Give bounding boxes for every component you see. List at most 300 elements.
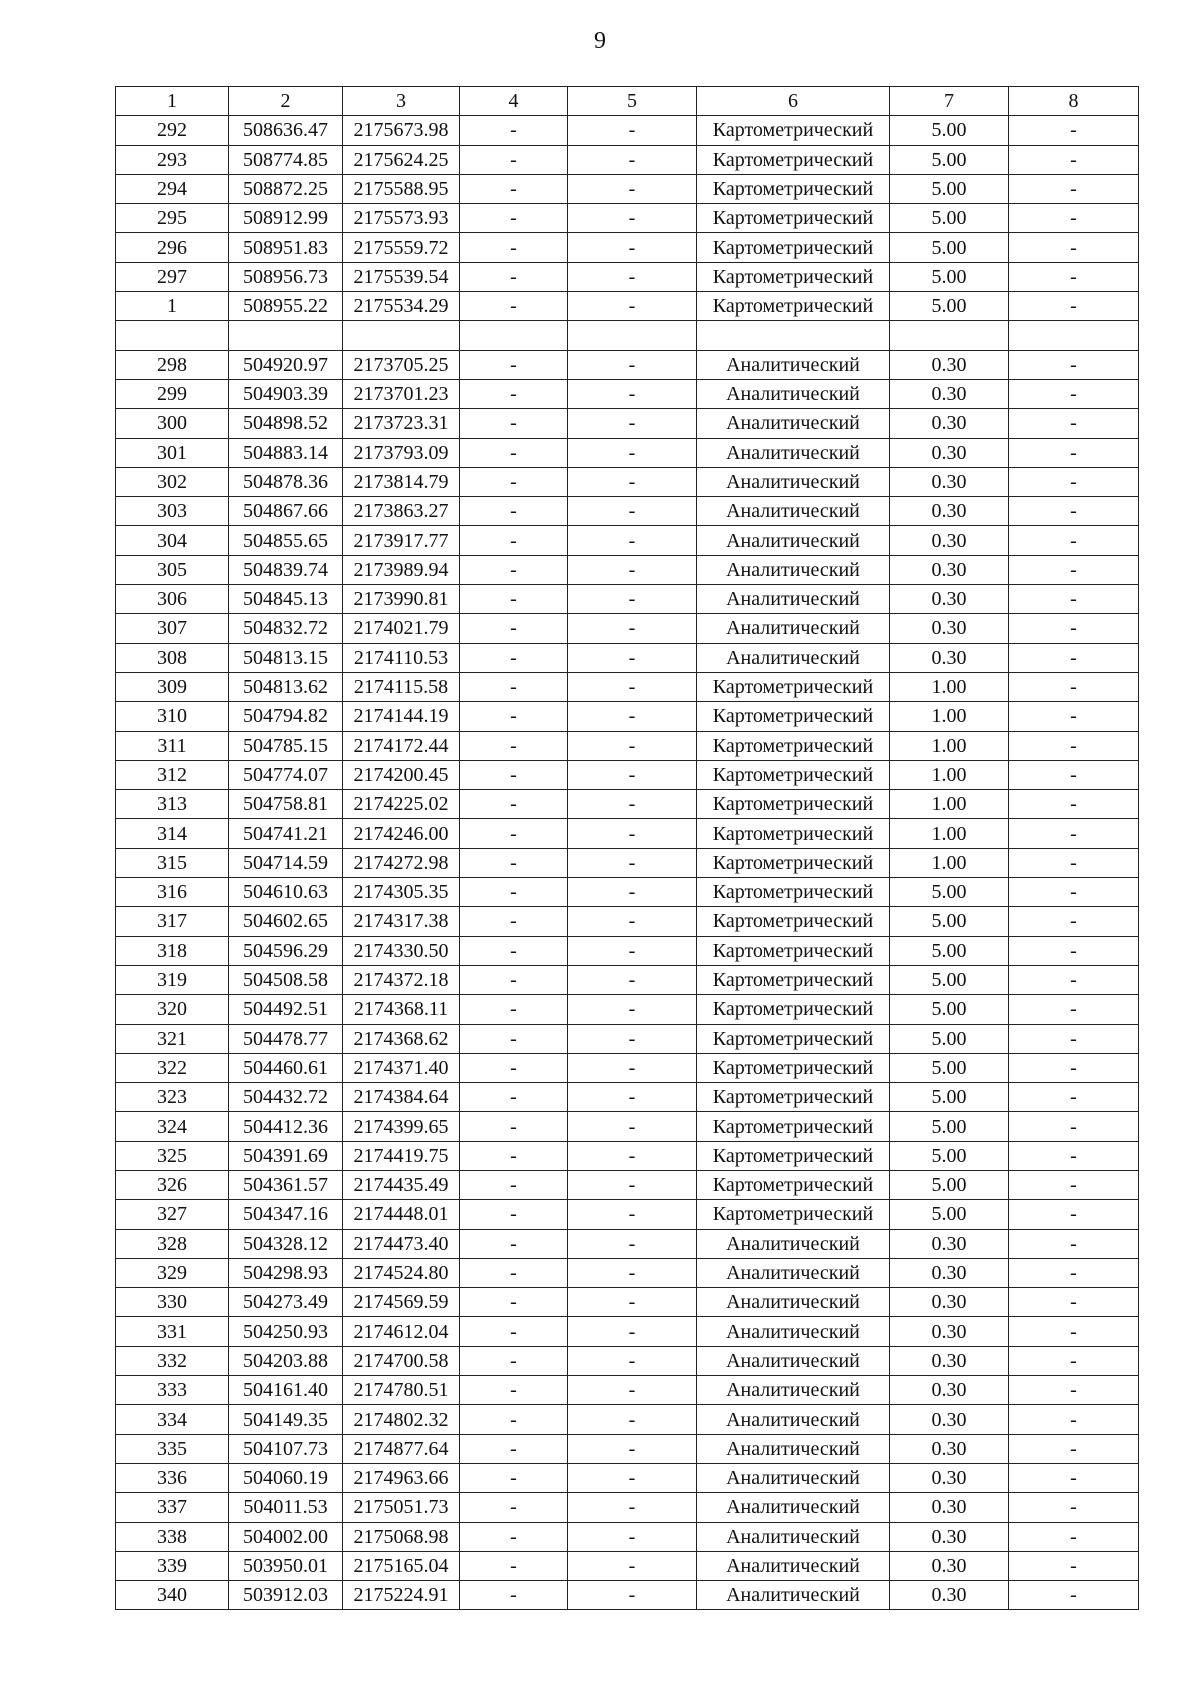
point-number-cell: 337 — [116, 1493, 229, 1522]
column-4-cell: - — [460, 350, 568, 379]
column-5-cell: - — [568, 1288, 697, 1317]
column-4-cell: - — [460, 1053, 568, 1082]
y-coordinate-cell: 2175224.91 — [343, 1581, 460, 1610]
method-cell: Картометрический — [697, 1112, 890, 1141]
column-5-cell: - — [568, 1112, 697, 1141]
table-row — [116, 321, 1139, 350]
x-coordinate-cell: 504361.57 — [229, 1170, 343, 1199]
accuracy-cell: 1.00 — [890, 672, 1009, 701]
header-cell-5: 5 — [568, 87, 697, 116]
point-number-cell: 297 — [116, 262, 229, 291]
y-coordinate-cell: 2174144.19 — [343, 702, 460, 731]
x-coordinate-cell: 504839.74 — [229, 555, 343, 584]
column-8-cell: - — [1009, 760, 1139, 789]
accuracy-cell: 0.30 — [890, 467, 1009, 496]
table-row — [116, 1405, 1139, 1434]
method-cell: Картометрический — [697, 760, 890, 789]
x-coordinate-cell: 504596.29 — [229, 936, 343, 965]
method-cell: Картометрический — [697, 848, 890, 877]
table-row — [116, 350, 1139, 379]
column-8-cell: - — [1009, 1551, 1139, 1580]
x-coordinate-cell: 504813.62 — [229, 672, 343, 701]
x-coordinate-cell: 504714.59 — [229, 848, 343, 877]
accuracy-cell: 1.00 — [890, 848, 1009, 877]
table-row — [116, 1053, 1139, 1082]
column-8-cell: - — [1009, 848, 1139, 877]
column-5-cell: - — [568, 643, 697, 672]
y-coordinate-cell: 2174225.02 — [343, 790, 460, 819]
point-number-cell: 328 — [116, 1229, 229, 1258]
column-8-cell: - — [1009, 995, 1139, 1024]
table-row — [116, 614, 1139, 643]
point-number-cell: 307 — [116, 614, 229, 643]
column-5-cell: - — [568, 1551, 697, 1580]
accuracy-cell: 5.00 — [890, 995, 1009, 1024]
method-cell: Аналитический — [697, 409, 890, 438]
column-4-cell: - — [460, 233, 568, 262]
column-4-cell: - — [460, 1405, 568, 1434]
y-coordinate-cell: 2174200.45 — [343, 760, 460, 789]
accuracy-cell: 0.30 — [890, 585, 1009, 614]
column-4-cell: - — [460, 526, 568, 555]
column-4-cell: - — [460, 965, 568, 994]
point-number-cell: 308 — [116, 643, 229, 672]
point-number-cell: 315 — [116, 848, 229, 877]
column-8-cell: - — [1009, 1376, 1139, 1405]
column-5-cell: - — [568, 995, 697, 1024]
method-cell: Картометрический — [697, 1170, 890, 1199]
column-5-cell: - — [568, 555, 697, 584]
column-4-cell: - — [460, 497, 568, 526]
table-row — [116, 1229, 1139, 1258]
accuracy-cell: 0.30 — [890, 379, 1009, 408]
column-4-cell: - — [460, 1258, 568, 1287]
y-coordinate-cell: 2175165.04 — [343, 1551, 460, 1580]
column-8-cell: - — [1009, 614, 1139, 643]
x-coordinate-cell: 503912.03 — [229, 1581, 343, 1610]
column-5-cell: - — [568, 848, 697, 877]
method-cell: Аналитический — [697, 1522, 890, 1551]
x-coordinate-cell: 504867.66 — [229, 497, 343, 526]
method-cell: Аналитический — [697, 467, 890, 496]
point-number-cell: 326 — [116, 1170, 229, 1199]
method-cell: Картометрический — [697, 1083, 890, 1112]
column-8-cell: - — [1009, 1493, 1139, 1522]
point-number-cell: 324 — [116, 1112, 229, 1141]
column-4-cell: - — [460, 702, 568, 731]
column-5-cell: - — [568, 1053, 697, 1082]
column-5-cell: - — [568, 262, 697, 291]
y-coordinate-cell: 2174305.35 — [343, 878, 460, 907]
x-coordinate-cell: 504898.52 — [229, 409, 343, 438]
y-coordinate-cell: 2174963.66 — [343, 1463, 460, 1492]
table-row — [116, 1317, 1139, 1346]
x-coordinate-cell: 504832.72 — [229, 614, 343, 643]
column-4-cell: - — [460, 819, 568, 848]
y-coordinate-cell: 2174272.98 — [343, 848, 460, 877]
column-5-cell: - — [568, 379, 697, 408]
column-5-cell: - — [568, 731, 697, 760]
column-5-cell: - — [568, 409, 697, 438]
method-cell: Картометрический — [697, 1200, 890, 1229]
point-number-cell — [116, 321, 229, 350]
column-5-cell: - — [568, 1346, 697, 1375]
method-cell: Картометрический — [697, 204, 890, 233]
column-8-cell: - — [1009, 643, 1139, 672]
y-coordinate-cell: 2173990.81 — [343, 585, 460, 614]
x-coordinate-cell: 504794.82 — [229, 702, 343, 731]
accuracy-cell: 5.00 — [890, 1053, 1009, 1082]
accuracy-cell: 1.00 — [890, 731, 1009, 760]
y-coordinate-cell: 2174473.40 — [343, 1229, 460, 1258]
column-4-cell: - — [460, 409, 568, 438]
accuracy-cell: 5.00 — [890, 233, 1009, 262]
y-coordinate-cell: 2174368.62 — [343, 1024, 460, 1053]
column-4-cell: - — [460, 643, 568, 672]
method-cell: Картометрический — [697, 995, 890, 1024]
table-row — [116, 702, 1139, 731]
y-coordinate-cell: 2174110.53 — [343, 643, 460, 672]
accuracy-cell: 5.00 — [890, 292, 1009, 321]
accuracy-cell: 5.00 — [890, 116, 1009, 145]
column-8-cell: - — [1009, 145, 1139, 174]
accuracy-cell: 5.00 — [890, 936, 1009, 965]
column-8-cell: - — [1009, 1288, 1139, 1317]
column-5-cell: - — [568, 1258, 697, 1287]
column-5-cell: - — [568, 585, 697, 614]
x-coordinate-cell: 504508.58 — [229, 965, 343, 994]
table-row — [116, 790, 1139, 819]
accuracy-cell: 1.00 — [890, 702, 1009, 731]
accuracy-cell: 0.30 — [890, 409, 1009, 438]
method-cell: Аналитический — [697, 643, 890, 672]
x-coordinate-cell: 504878.36 — [229, 467, 343, 496]
accuracy-cell: 0.30 — [890, 1376, 1009, 1405]
header-cell-7: 7 — [890, 87, 1009, 116]
column-4-cell: - — [460, 936, 568, 965]
y-coordinate-cell: 2175534.29 — [343, 292, 460, 321]
column-5-cell: - — [568, 467, 697, 496]
table-row — [116, 878, 1139, 907]
point-number-cell: 311 — [116, 731, 229, 760]
accuracy-cell — [890, 321, 1009, 350]
method-cell: Картометрический — [697, 1141, 890, 1170]
y-coordinate-cell: 2173793.09 — [343, 438, 460, 467]
method-cell: Аналитический — [697, 1288, 890, 1317]
column-4-cell: - — [460, 438, 568, 467]
column-4-cell — [460, 321, 568, 350]
column-5-cell: - — [568, 174, 697, 203]
x-coordinate-cell: 504060.19 — [229, 1463, 343, 1492]
y-coordinate-cell: 2175068.98 — [343, 1522, 460, 1551]
x-coordinate-cell: 504298.93 — [229, 1258, 343, 1287]
table-row — [116, 1581, 1139, 1610]
y-coordinate-cell: 2174419.75 — [343, 1141, 460, 1170]
column-8-cell: - — [1009, 702, 1139, 731]
table-row — [116, 1258, 1139, 1287]
y-coordinate-cell: 2174021.79 — [343, 614, 460, 643]
y-coordinate-cell: 2173917.77 — [343, 526, 460, 555]
column-4-cell: - — [460, 1317, 568, 1346]
column-4-cell: - — [460, 1170, 568, 1199]
accuracy-cell: 5.00 — [890, 262, 1009, 291]
accuracy-cell: 5.00 — [890, 965, 1009, 994]
accuracy-cell: 5.00 — [890, 204, 1009, 233]
table-row — [116, 174, 1139, 203]
table-row — [116, 1551, 1139, 1580]
column-4-cell: - — [460, 1434, 568, 1463]
column-8-cell: - — [1009, 467, 1139, 496]
y-coordinate-cell: 2174115.58 — [343, 672, 460, 701]
method-cell: Картометрический — [697, 233, 890, 262]
column-5-cell: - — [568, 1493, 697, 1522]
column-8-cell: - — [1009, 1229, 1139, 1258]
point-number-cell: 314 — [116, 819, 229, 848]
table-row — [116, 1141, 1139, 1170]
column-5-cell: - — [568, 1170, 697, 1199]
column-5-cell: - — [568, 1581, 697, 1610]
method-cell: Аналитический — [697, 1229, 890, 1258]
accuracy-cell: 0.30 — [890, 1405, 1009, 1434]
header-cell-8: 8 — [1009, 87, 1139, 116]
table-row — [116, 1170, 1139, 1199]
point-number-cell: 335 — [116, 1434, 229, 1463]
point-number-cell: 331 — [116, 1317, 229, 1346]
x-coordinate-cell: 504432.72 — [229, 1083, 343, 1112]
column-5-cell: - — [568, 907, 697, 936]
column-8-cell: - — [1009, 1405, 1139, 1434]
x-coordinate-cell — [229, 321, 343, 350]
column-8-cell: - — [1009, 1522, 1139, 1551]
method-cell: Аналитический — [697, 1258, 890, 1287]
method-cell: Картометрический — [697, 878, 890, 907]
method-cell: Картометрический — [697, 790, 890, 819]
y-coordinate-cell: 2174569.59 — [343, 1288, 460, 1317]
accuracy-cell: 5.00 — [890, 1170, 1009, 1199]
table-row — [116, 1200, 1139, 1229]
y-coordinate-cell: 2173863.27 — [343, 497, 460, 526]
x-coordinate-cell: 504758.81 — [229, 790, 343, 819]
column-8-cell: - — [1009, 1200, 1139, 1229]
accuracy-cell: 5.00 — [890, 174, 1009, 203]
column-4-cell: - — [460, 1141, 568, 1170]
y-coordinate-cell: 2174448.01 — [343, 1200, 460, 1229]
column-5-cell: - — [568, 1083, 697, 1112]
method-cell: Картометрический — [697, 819, 890, 848]
table-row — [116, 1112, 1139, 1141]
table-body — [116, 116, 1139, 1610]
point-number-cell: 332 — [116, 1346, 229, 1375]
accuracy-cell: 0.30 — [890, 1317, 1009, 1346]
table-row — [116, 1346, 1139, 1375]
coordinates-table — [115, 86, 1139, 1610]
method-cell: Аналитический — [697, 1317, 890, 1346]
x-coordinate-cell: 504328.12 — [229, 1229, 343, 1258]
x-coordinate-cell: 504149.35 — [229, 1405, 343, 1434]
accuracy-cell: 1.00 — [890, 790, 1009, 819]
x-coordinate-cell: 508955.22 — [229, 292, 343, 321]
y-coordinate-cell: 2175051.73 — [343, 1493, 460, 1522]
table-row — [116, 585, 1139, 614]
x-coordinate-cell: 504602.65 — [229, 907, 343, 936]
y-coordinate-cell: 2175624.25 — [343, 145, 460, 174]
header-cell-3: 3 — [343, 87, 460, 116]
column-8-cell: - — [1009, 497, 1139, 526]
point-number-cell: 310 — [116, 702, 229, 731]
point-number-cell: 336 — [116, 1463, 229, 1492]
y-coordinate-cell — [343, 321, 460, 350]
y-coordinate-cell: 2174317.38 — [343, 907, 460, 936]
point-number-cell: 302 — [116, 467, 229, 496]
table-header — [116, 87, 1139, 116]
y-coordinate-cell: 2174372.18 — [343, 965, 460, 994]
table-row — [116, 1434, 1139, 1463]
header-cell-2: 2 — [229, 87, 343, 116]
point-number-cell: 313 — [116, 790, 229, 819]
method-cell: Аналитический — [697, 1581, 890, 1610]
column-8-cell: - — [1009, 1024, 1139, 1053]
column-4-cell: - — [460, 1551, 568, 1580]
method-cell: Аналитический — [697, 1463, 890, 1492]
table-row — [116, 936, 1139, 965]
column-4-cell: - — [460, 145, 568, 174]
column-5-cell — [568, 321, 697, 350]
point-number-cell: 303 — [116, 497, 229, 526]
table-row — [116, 438, 1139, 467]
column-8-cell: - — [1009, 585, 1139, 614]
table-row — [116, 145, 1139, 174]
column-5-cell: - — [568, 350, 697, 379]
column-5-cell: - — [568, 438, 697, 467]
method-cell: Картометрический — [697, 145, 890, 174]
table-row — [116, 467, 1139, 496]
x-coordinate-cell: 504412.36 — [229, 1112, 343, 1141]
x-coordinate-cell: 504478.77 — [229, 1024, 343, 1053]
header-cell-4: 4 — [460, 87, 568, 116]
column-8-cell: - — [1009, 409, 1139, 438]
column-5-cell: - — [568, 1141, 697, 1170]
accuracy-cell: 0.30 — [890, 614, 1009, 643]
column-8-cell: - — [1009, 672, 1139, 701]
x-coordinate-cell: 504492.51 — [229, 995, 343, 1024]
column-8-cell: - — [1009, 1053, 1139, 1082]
point-number-cell: 319 — [116, 965, 229, 994]
table-row — [116, 1288, 1139, 1317]
accuracy-cell: 5.00 — [890, 907, 1009, 936]
x-coordinate-cell: 504845.13 — [229, 585, 343, 614]
accuracy-cell: 0.30 — [890, 1434, 1009, 1463]
column-4-cell: - — [460, 760, 568, 789]
table-row — [116, 965, 1139, 994]
column-5-cell: - — [568, 1200, 697, 1229]
x-coordinate-cell: 504011.53 — [229, 1493, 343, 1522]
column-8-cell: - — [1009, 936, 1139, 965]
column-5-cell: - — [568, 526, 697, 555]
x-coordinate-cell: 508951.83 — [229, 233, 343, 262]
x-coordinate-cell: 508774.85 — [229, 145, 343, 174]
y-coordinate-cell: 2175559.72 — [343, 233, 460, 262]
point-number-cell: 298 — [116, 350, 229, 379]
method-cell: Картометрический — [697, 174, 890, 203]
column-8-cell: - — [1009, 204, 1139, 233]
table-row — [116, 672, 1139, 701]
x-coordinate-cell: 504855.65 — [229, 526, 343, 555]
table-row — [116, 643, 1139, 672]
table-row — [116, 848, 1139, 877]
column-5-cell: - — [568, 1405, 697, 1434]
x-coordinate-cell: 504107.73 — [229, 1434, 343, 1463]
method-cell: Аналитический — [697, 585, 890, 614]
method-cell: Аналитический — [697, 350, 890, 379]
header-row — [116, 87, 1139, 116]
column-5-cell: - — [568, 702, 697, 731]
method-cell: Картометрический — [697, 262, 890, 291]
accuracy-cell: 0.30 — [890, 497, 1009, 526]
column-4-cell: - — [460, 555, 568, 584]
column-5-cell: - — [568, 497, 697, 526]
x-coordinate-cell: 504903.39 — [229, 379, 343, 408]
column-8-cell: - — [1009, 438, 1139, 467]
accuracy-cell: 0.30 — [890, 1581, 1009, 1610]
x-coordinate-cell: 508872.25 — [229, 174, 343, 203]
accuracy-cell: 0.30 — [890, 350, 1009, 379]
column-8-cell: - — [1009, 819, 1139, 848]
column-4-cell: - — [460, 1493, 568, 1522]
x-coordinate-cell: 504785.15 — [229, 731, 343, 760]
table-row — [116, 379, 1139, 408]
column-4-cell: - — [460, 116, 568, 145]
table-row — [116, 497, 1139, 526]
table-row — [116, 262, 1139, 291]
column-8-cell — [1009, 321, 1139, 350]
column-5-cell: - — [568, 233, 697, 262]
table-row — [116, 731, 1139, 760]
point-number-cell: 320 — [116, 995, 229, 1024]
point-number-cell: 301 — [116, 438, 229, 467]
column-5-cell: - — [568, 760, 697, 789]
accuracy-cell: 5.00 — [890, 1112, 1009, 1141]
accuracy-cell: 5.00 — [890, 1141, 1009, 1170]
column-4-cell: - — [460, 1463, 568, 1492]
method-cell: Картометрический — [697, 1053, 890, 1082]
column-8-cell: - — [1009, 1317, 1139, 1346]
header-cell-6: 6 — [697, 87, 890, 116]
x-coordinate-cell: 508636.47 — [229, 116, 343, 145]
accuracy-cell: 0.30 — [890, 1229, 1009, 1258]
y-coordinate-cell: 2174384.64 — [343, 1083, 460, 1112]
table-row — [116, 1083, 1139, 1112]
x-coordinate-cell: 504002.00 — [229, 1522, 343, 1551]
x-coordinate-cell: 504610.63 — [229, 878, 343, 907]
accuracy-cell: 0.30 — [890, 555, 1009, 584]
y-coordinate-cell: 2174246.00 — [343, 819, 460, 848]
method-cell: Картометрический — [697, 731, 890, 760]
point-number-cell: 334 — [116, 1405, 229, 1434]
y-coordinate-cell: 2174612.04 — [343, 1317, 460, 1346]
column-4-cell: - — [460, 1581, 568, 1610]
method-cell: Аналитический — [697, 379, 890, 408]
method-cell: Аналитический — [697, 497, 890, 526]
x-coordinate-cell: 504460.61 — [229, 1053, 343, 1082]
y-coordinate-cell: 2173989.94 — [343, 555, 460, 584]
x-coordinate-cell: 504203.88 — [229, 1346, 343, 1375]
table-row — [116, 526, 1139, 555]
accuracy-cell: 0.30 — [890, 526, 1009, 555]
method-cell: Аналитический — [697, 438, 890, 467]
point-number-cell: 296 — [116, 233, 229, 262]
method-cell: Картометрический — [697, 116, 890, 145]
point-number-cell: 306 — [116, 585, 229, 614]
